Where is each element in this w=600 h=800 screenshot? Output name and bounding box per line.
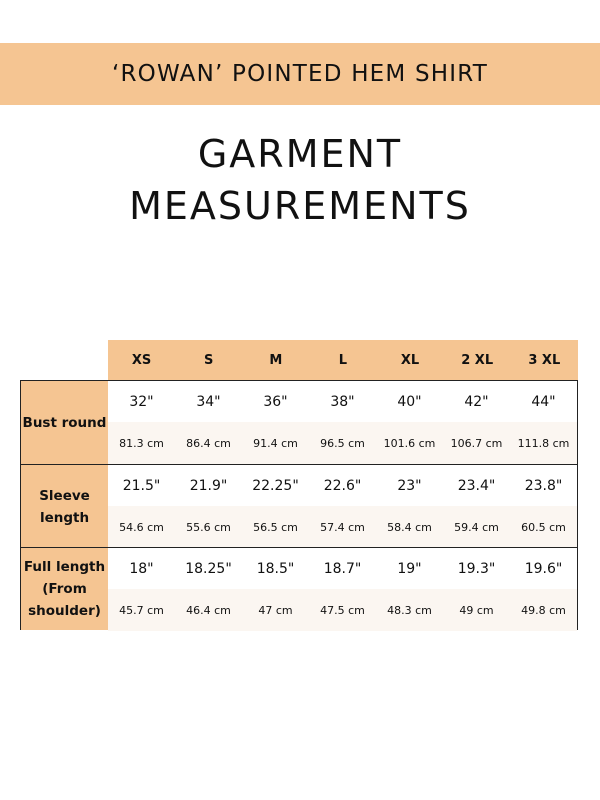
table-row-inches <box>108 465 577 506</box>
table-row-inches <box>108 548 577 589</box>
title-banner <box>0 43 600 105</box>
table-cell: 56.5 cm <box>253 520 298 534</box>
table-cell: 101.6 cm <box>383 436 436 450</box>
table-cell: 44" <box>531 393 556 410</box>
row-label-bust: Bust round <box>22 414 107 431</box>
size-header-s: S <box>204 352 214 368</box>
table-cell: 22.6" <box>323 477 362 494</box>
table-cell: 57.4 cm <box>320 520 365 534</box>
table-cell: 55.6 cm <box>186 520 231 534</box>
table-cell: 23.4" <box>457 477 496 494</box>
table-cell: 47.5 cm <box>320 603 365 617</box>
page-title-line-2: MEASUREMENTS <box>129 184 471 228</box>
table-cell: 19.6" <box>524 560 563 577</box>
table-cell: 59.4 cm <box>454 520 499 534</box>
table-cell: 48.3 cm <box>387 603 432 617</box>
size-header-xl: XL <box>400 352 420 368</box>
table-cell: 47 cm <box>258 603 293 617</box>
table-cell: 18.25" <box>185 560 232 577</box>
table-section-full-length <box>21 547 577 630</box>
row-label-cell <box>21 465 108 548</box>
table-cell: 86.4 cm <box>186 436 231 450</box>
table-cell: 49.8 cm <box>521 603 566 617</box>
table-cell: 19" <box>397 560 422 577</box>
table-cell: 32" <box>129 393 154 410</box>
row-label-full-length: Full length (From shoulder) <box>23 559 106 619</box>
table-cell: 111.8 cm <box>517 436 570 450</box>
table-cell: 60.5 cm <box>521 520 566 534</box>
table-section-bust <box>21 381 577 464</box>
page-title <box>0 128 600 232</box>
table-cell: 54.6 cm <box>119 520 164 534</box>
size-header-xs: XS <box>131 352 152 368</box>
table-cell: 91.4 cm <box>253 436 298 450</box>
table-cell: 36" <box>263 393 288 410</box>
table-row-cm <box>108 506 577 548</box>
size-header-row <box>108 340 578 380</box>
table-cell: 22.25" <box>252 477 299 494</box>
table-cell: 18" <box>129 560 154 577</box>
table-cell: 21.9" <box>189 477 228 494</box>
table-row-cm <box>108 589 577 631</box>
table-row-cm <box>108 422 577 464</box>
table-section-sleeve <box>21 464 577 548</box>
size-header-m: M <box>269 352 283 368</box>
table-cell: 58.4 cm <box>387 520 432 534</box>
size-header-3xl: 3 XL <box>528 352 561 368</box>
page-title-line-1: GARMENT <box>197 132 403 176</box>
product-title: ‘ROWAN’ POINTED HEM SHIRT <box>111 61 489 87</box>
size-header-l: L <box>338 352 348 368</box>
table-cell: 38" <box>330 393 355 410</box>
row-label-sleeve: Sleeve length <box>39 487 90 526</box>
table-cell: 34" <box>196 393 221 410</box>
table-cell: 18.5" <box>256 560 295 577</box>
table-cell: 42" <box>464 393 489 410</box>
table-cell: 81.3 cm <box>119 436 164 450</box>
table-cell: 23" <box>397 477 422 494</box>
measurements-table <box>20 380 578 630</box>
table-cell: 96.5 cm <box>320 436 365 450</box>
table-cell: 19.3" <box>457 560 496 577</box>
row-label-cell <box>21 381 108 464</box>
table-cell: 23.8" <box>524 477 563 494</box>
size-header-2xl: 2 XL <box>461 352 494 368</box>
table-cell: 18.7" <box>323 560 362 577</box>
table-cell: 21.5" <box>122 477 161 494</box>
table-cell: 45.7 cm <box>119 603 164 617</box>
table-cell: 40" <box>397 393 422 410</box>
row-label-cell <box>21 548 108 630</box>
table-row-inches <box>108 381 577 422</box>
table-cell: 49 cm <box>459 603 494 617</box>
table-cell: 46.4 cm <box>186 603 231 617</box>
table-cell: 106.7 cm <box>450 436 503 450</box>
